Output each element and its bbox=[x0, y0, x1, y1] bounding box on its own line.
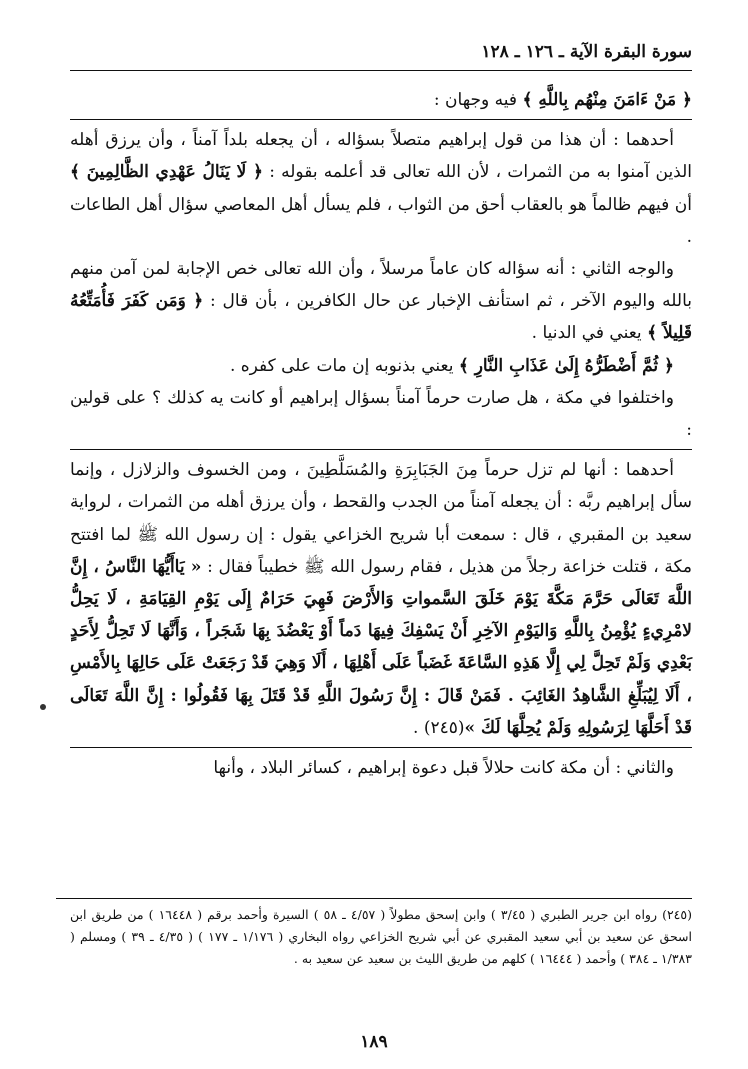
paragraph bbox=[70, 124, 692, 253]
footnote: (٢٤٥) رواه ابن جرير الطبري ( ٣/٤٥ ) وابن إسحق مطولاً ( ٤/٥٧ ـ ٥٨ ) السيرة وأحمد برقم ( ١٦٤٤٨ ) من طريق ابن اسحق عن سعيد بن أبي سعيد المقبري عن أبي شريح الخزاعي رواه البخاري ( ١/١٧٦ ـ ١٧٧ ) ( ٤/٣٥ ـ ٣٩ ) ومسلم ( ١/٣٨٣ ـ ٣٨٤ ) وأحمد ( ١٦٤٤٤ ) كلهم من طريق الليث بن سعيد عن سعيد به . bbox=[70, 907, 693, 966]
margin-mark bbox=[40, 704, 46, 710]
quran-verse: ﴿ مَنْ ءَامَنَ مِنْهُم بِاللَّهِ ﴾ bbox=[522, 90, 692, 110]
paragraph bbox=[70, 752, 692, 784]
paragraph bbox=[70, 382, 692, 446]
running-header bbox=[70, 40, 692, 71]
main-text bbox=[70, 84, 692, 784]
paragraph-text: أن فيهم ظالماً هو بالعقاب أحق من الثواب ، فلم يسأل أهل المعاصي سؤال أهل الطاعات . bbox=[70, 194, 692, 247]
paragraph bbox=[70, 84, 692, 116]
paragraph-text: والوجه الثاني : أنه سؤاله كان عاماً مرسلاً ، وأن الله تعالى خص الإجابة لمن آمن منهم بالله واليوم الآخر ، ثم استأنف الإخبار عن حال الكافرين ، بأن قال : bbox=[70, 259, 692, 312]
paragraph-text: أحدهما : أنها لم تزل حرماً مِنَ الجَبَابِرَةِ والمُسَلَّطِينَ ، ومن الخسوف والزلازل ، وإنما سأل إبراهيم ربَّه : أن يجعله آمناً من الجدب والقحط ، وأن يرزق أهله من الثمرات ، لرواية سعيد بن المقبري ، قال : سمعت أبا شريح الخزاعي يقول : إن رسول الله ﷺ لما افتتح مكة ، قتلت خزاعة رجلاً من هذيل ، فقام رسول الله ﷺ خطيباً فقال : bbox=[70, 460, 692, 577]
separator-line bbox=[70, 449, 692, 450]
paragraph-text: أحدهما : أن هذا من قول إبراهيم متصلاً بسؤاله ، أن يجعله بلداً آمناً ، وأن يرزق أهله الذين آمنوا به من الثمرات ، لأن الله تعالى قد أعلمه بقوله : bbox=[70, 130, 693, 183]
paragraph-text: . bbox=[413, 717, 424, 738]
paragraph-text: فيه وجهان : bbox=[433, 90, 523, 110]
quran-verse: ﴿ لَا يَنَالُ عَهْدِي الظَّالِمِينَ ﴾ bbox=[70, 162, 263, 183]
footnotes bbox=[70, 904, 692, 970]
header-title: سورة البقرة الآية ـ ١٢٦ ـ ١٢٨ bbox=[481, 42, 692, 62]
separator-line bbox=[70, 119, 692, 120]
quran-verse: ﴿ وَمَن كَفَرَ فَأُمَتِّعُهُ قَلِيلاً ﴾ bbox=[70, 291, 692, 344]
footnote-rule bbox=[56, 898, 692, 899]
paragraph-text: يعني بذنوبه إن مات على كفره . bbox=[229, 355, 459, 376]
paragraph-text: واختلفوا في مكة ، هل صارت حرماً آمناً بسؤال إبراهيم أو كانت يه كذلك ؟ على قولين : bbox=[70, 387, 692, 441]
hadith-text: « يَاأَيُّهَا النَّاسُ ، إِنَّ اللَّهَ تَعَالَى حَرَّمَ مَكَّةَ يَوْمَ خَلَقَ السَّمواتِ وَالأَرْضَ فَهِيَ حَرَامٌ إِلَى يَوْمِ القِيَامَةِ ، لَا يَحِلُّ لامْرِيءٍ يُؤْمِنُ بِاللَّهِ وَاليَوْمِ الآخِرِ أَنْ يَسْفِكَ فِيهَا دَماً أَوْ يَعْضُدَ بِهَا شَجَراً ، وَأَنَّهَا لَا تَحِلُّ لِأَحَدٍ بَعْدِي وَلَمْ تَحِلَّ لِي إِلَّا هَذِهِ السَّاعَةَ غَضَباً عَلَى أَهْلِهَا ، أَلَا وَهِيَ قَدْ رَجَعَتْ عَلَى حَالِهَا بِالأَمْسِ ، أَلَا لِيُبَلِّغِ الشَّاهِدُ الغَائِبَ . فَمَنْ قَالَ : إِنَّ رَسُولَ اللَّهِ قَدْ قَتَلَ بِهَا فَقُولُوا : إِنَّ اللَّهَ تَعَالَى قَدْ أَحَلَّهَا لِرَسُولِهِ وَلَمْ يُحِلَّهَا لَكَ » bbox=[70, 556, 692, 738]
paragraph-text: يعني في الدنيا . bbox=[531, 323, 648, 344]
paragraph-text: والثاني : أن مكة كانت حلالاً قبل دعوة إبراهيم ، كسائر البلاد ، وأنها bbox=[213, 758, 674, 779]
page-number: ١٨٩ bbox=[360, 1032, 388, 1052]
footnote-ref: (٢٤٥) bbox=[423, 717, 465, 738]
separator-line bbox=[70, 747, 692, 748]
paragraph bbox=[70, 454, 692, 744]
quran-verse: ﴿ ثُمَّ أَضْطَرُّهُ إِلَىٰ عَذَابِ النَّارِ ﴾ bbox=[458, 355, 674, 376]
paragraph bbox=[70, 350, 692, 382]
paragraph bbox=[70, 253, 692, 350]
